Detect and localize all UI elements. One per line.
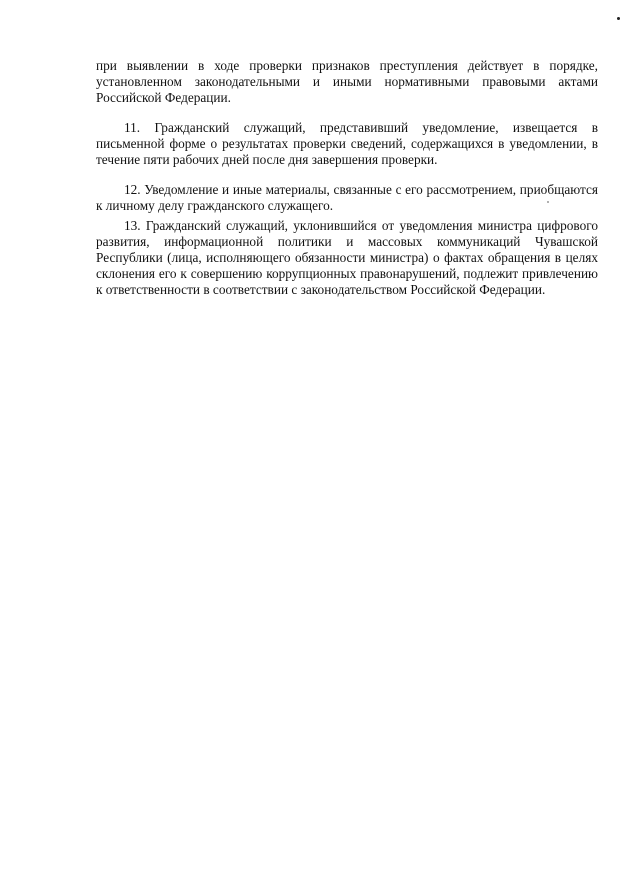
paragraph-item-11 [96,120,598,168]
paragraph-item-13 [96,218,598,298]
paragraph-text: 13. Гражданский служащий, уклонившийся от уведомления министра цифрового развития, информационной политики и массовых коммуникаций Чувашской Республики (лица, исполняющего обязанности министра) о фактах обращения в целях склонения его к совершению коррупционных правонарушений, подлежит привлечению к ответственности в соответствии с законодательством Российской Федерации. [96,218,598,297]
paragraph-item-12 [96,182,598,214]
paragraph-text: 12. Уведомление и иные материалы, связанные с его рассмотрением, приобщаются к личному делу гражданского служащего. [96,182,598,213]
scan-speck [617,17,620,20]
paragraph-continuation [96,58,598,106]
paragraph-text: при выявлении в ходе проверки признаков преступления действует в порядке, установленном законодательными и иными нормативными правовыми актами Российской Федерации. [96,58,598,105]
paragraph-text: 11. Гражданский служащий, представивший уведомление, извещается в письменной форме о результатах проверки сведений, содержащихся в уведомлении, в течение пяти рабочих дней после дня завершения проверки. [96,120,598,167]
